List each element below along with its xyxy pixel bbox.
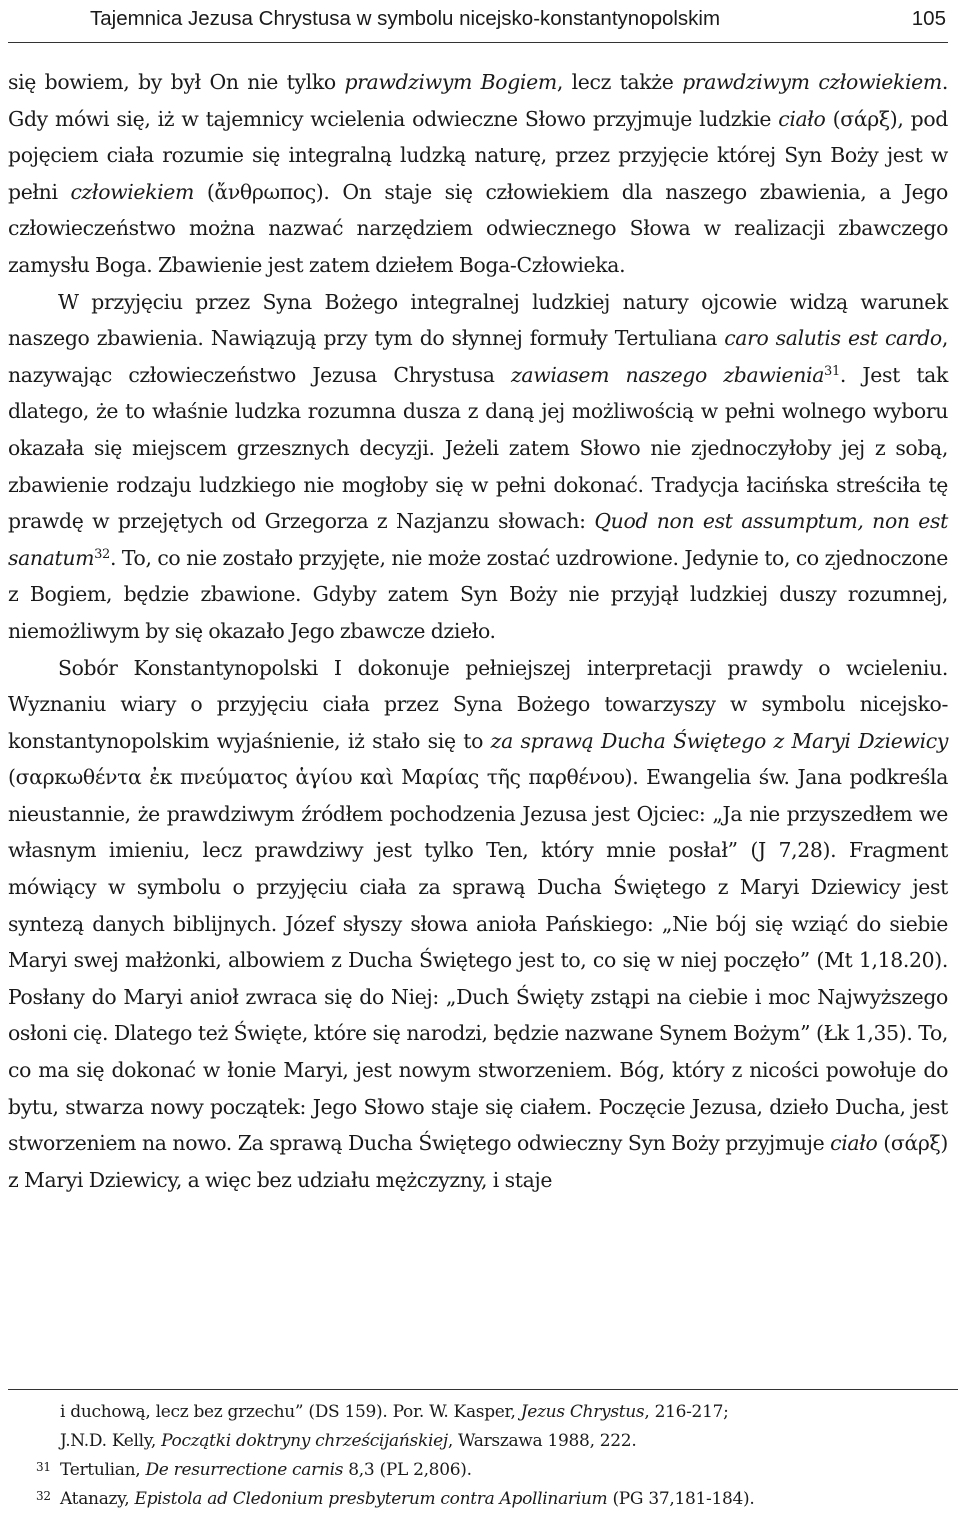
text-run: , Warszawa 1988, 222. xyxy=(447,1431,637,1451)
text-run: 8,3 (PL 2,806). xyxy=(343,1460,472,1480)
text-run: Sobór Konstantynopolski I dokonuje pełniejszej interpretacji prawdy o wcieleniu. Wyznaniu wiary o przyjęciu ciała przez Syna Bożego towarzyszy w symbolu nicejsko-konstantynopolskim wyjaśnienie, iż stało się to xyxy=(8,655,948,753)
footnote-31 xyxy=(8,1456,948,1485)
header-rule xyxy=(8,42,948,43)
footnotes xyxy=(8,1398,948,1514)
footnote-rule xyxy=(8,1389,958,1390)
page-number: 105 xyxy=(911,7,946,30)
text-run: W przyjęciu przez Syna Bożego integralnej ludzkiej natury ojcowie widzą warunek naszego zbawienia. Nawiązują przy tym do słynnej formuły Tertuliana xyxy=(8,289,948,351)
text-run: się bowiem, by był On nie tylko xyxy=(8,70,345,94)
running-header xyxy=(8,4,948,34)
italic-run: caro salutis est cardo xyxy=(724,326,942,351)
text-run: (σάρξ), pod pojęciem ciała rozumie się integralną ludzką naturę, przez przyjęcie której Syn Boży jest w pełni xyxy=(8,106,948,204)
italic-run: De resurrectione carnis xyxy=(145,1460,344,1480)
footnote-32 xyxy=(8,1485,948,1514)
italic-run: Jezus Chrystus xyxy=(520,1402,645,1422)
text-run: J.N.D. Kelly, xyxy=(60,1431,162,1451)
text-run: (ἄνθρωπος). On staje się człowiekiem dla naszego zbawienia, a Jego człowieczeństwo można nazwać narzędziem odwiecznego Słowa w realizacji zbawczego zamysłu Boga. Zbawienie jest zatem dziełem Boga-Człowieka. xyxy=(8,179,948,277)
text-run: i duchową, lecz bez grzechu” (DS 159). Por. W. Kasper, xyxy=(60,1402,521,1422)
italic-run: człowiekiem xyxy=(70,179,194,204)
italic-run: prawdziwym Bogiem xyxy=(344,70,557,94)
text-run: , lecz także xyxy=(556,70,683,94)
text-run: (σάρξ) z Maryi Dziewicy, a więc bez udziału mężczyzny, i staje xyxy=(8,1131,948,1192)
text-run: , nazywając człowieczeństwo Jezusa Chrystusa xyxy=(8,326,948,387)
text-run: , 216-217; xyxy=(644,1402,729,1422)
footnote-continuation-line-1 xyxy=(8,1398,948,1427)
main-text xyxy=(8,64,948,1198)
text-run: . Gdy mówi się, iż w tajemnicy wcielenia odwieczne Słowo przyjmuje ludzkie xyxy=(8,70,948,131)
footnote-ref-32[interactable]: 32 xyxy=(94,546,110,562)
text-run: . To, co nie zostało przyjęte, nie może zostać uzdrowione. Jedynie to, co zjednoczone z Bogiem, będzie zbawione. Gdyby zatem Syn Boży nie przyjął ludzkiej duszy rozumnej, niemożliwym by się okazało Jego zbawcze dzieło. xyxy=(8,545,948,643)
italic-run: ciało xyxy=(830,1131,878,1156)
italic-run: zawiasem naszego zbawienia xyxy=(511,362,825,387)
footnote-number: 32 xyxy=(36,1489,51,1503)
text-run: (PG 37,181-184). xyxy=(607,1489,755,1509)
italic-run: Quod non est assumptum, non est sanatum xyxy=(8,509,948,570)
italic-run: ciało xyxy=(778,106,826,131)
italic-run: za sprawą Ducha Świętego z Maryi Dziewicy xyxy=(490,728,948,753)
running-title: Tajemnica Jezusa Chrystusa w symbolu nicejsko-konstantynopolskim xyxy=(90,7,721,30)
text-run: Atanazy, xyxy=(60,1489,135,1509)
text-run: (σαρκωθέντα ἐκ πνεύματος ἁγίου καὶ Μαρίας τῆς παρθένου). Ewangelia św. Jana podkreśla nieustannie, że prawdziwym źródłem pochodzenia Jezusa jest Ojciec: „Ja nie przyszedłem we własnym imieniu, lecz prawdziwy jest tylko Ten, który mnie posłał” (J 7,28). Fragment mówiący w symbolu o przyjęciu ciała za sprawą Ducha Świętego z Maryi Dziewicy jest syntezą danych biblijnych. Józef słyszy słowa anioła Pańskiego: „Nie bój się wziąć do siebie Maryi swej małżonki, albowiem z Ducha Świętego jest to, co się w niej poczęło” (Mt 1,18.20). Posłany do Maryi anioł zwraca się do Niej: „Duch Święty zstąpi na ciebie i moc Najwyższego osłoni cię. Dlatego też Święte, które się narodzi, będzie nazwane Synem Bożym” (Łk 1,35). To, co ma się dokonać w łonie Maryi, jest nowym stworzeniem. Bóg, który z nicości powołuje do bytu, stwarza nowy początek: Jego Słowo staje się ciałem. Poczęcie Jezusa, dzieło Ducha, jest stworzeniem na nowo. Za sprawą Ducha Świętego odwieczny Syn Boży przyjmuje xyxy=(8,765,948,1156)
footnote-number: 31 xyxy=(36,1460,51,1474)
paragraph-1 xyxy=(8,64,948,284)
paragraph-3 xyxy=(8,650,948,1199)
paragraph-2 xyxy=(8,284,948,650)
italic-run: prawdziwym człowiekiem xyxy=(682,70,942,94)
footnote-ref-31[interactable]: 31 xyxy=(824,363,840,379)
footnote-continuation-line-2 xyxy=(8,1427,948,1456)
text-run: Tertulian, xyxy=(60,1460,146,1480)
text-run: . Jest tak dlatego, że to właśnie ludzka rozumna dusza z daną jej możliwością w pełni wolnego wyboru okazała się miejscem grzesznych decyzji. Jeżeli zatem Słowo nie zjednoczyłoby jej z sobą, zbawienie rodzaju ludzkiego nie mogłoby się w pełni dokonać. Tradycja łacińska streściła tę prawdę w przejętych od Grzegorza z Nazjanzu słowach: xyxy=(8,362,948,534)
italic-run: Początki doktryny chrześcijańskiej xyxy=(161,1431,448,1451)
italic-run: Epistola ad Cledonium presbyterum contra Apollinarium xyxy=(134,1489,608,1509)
